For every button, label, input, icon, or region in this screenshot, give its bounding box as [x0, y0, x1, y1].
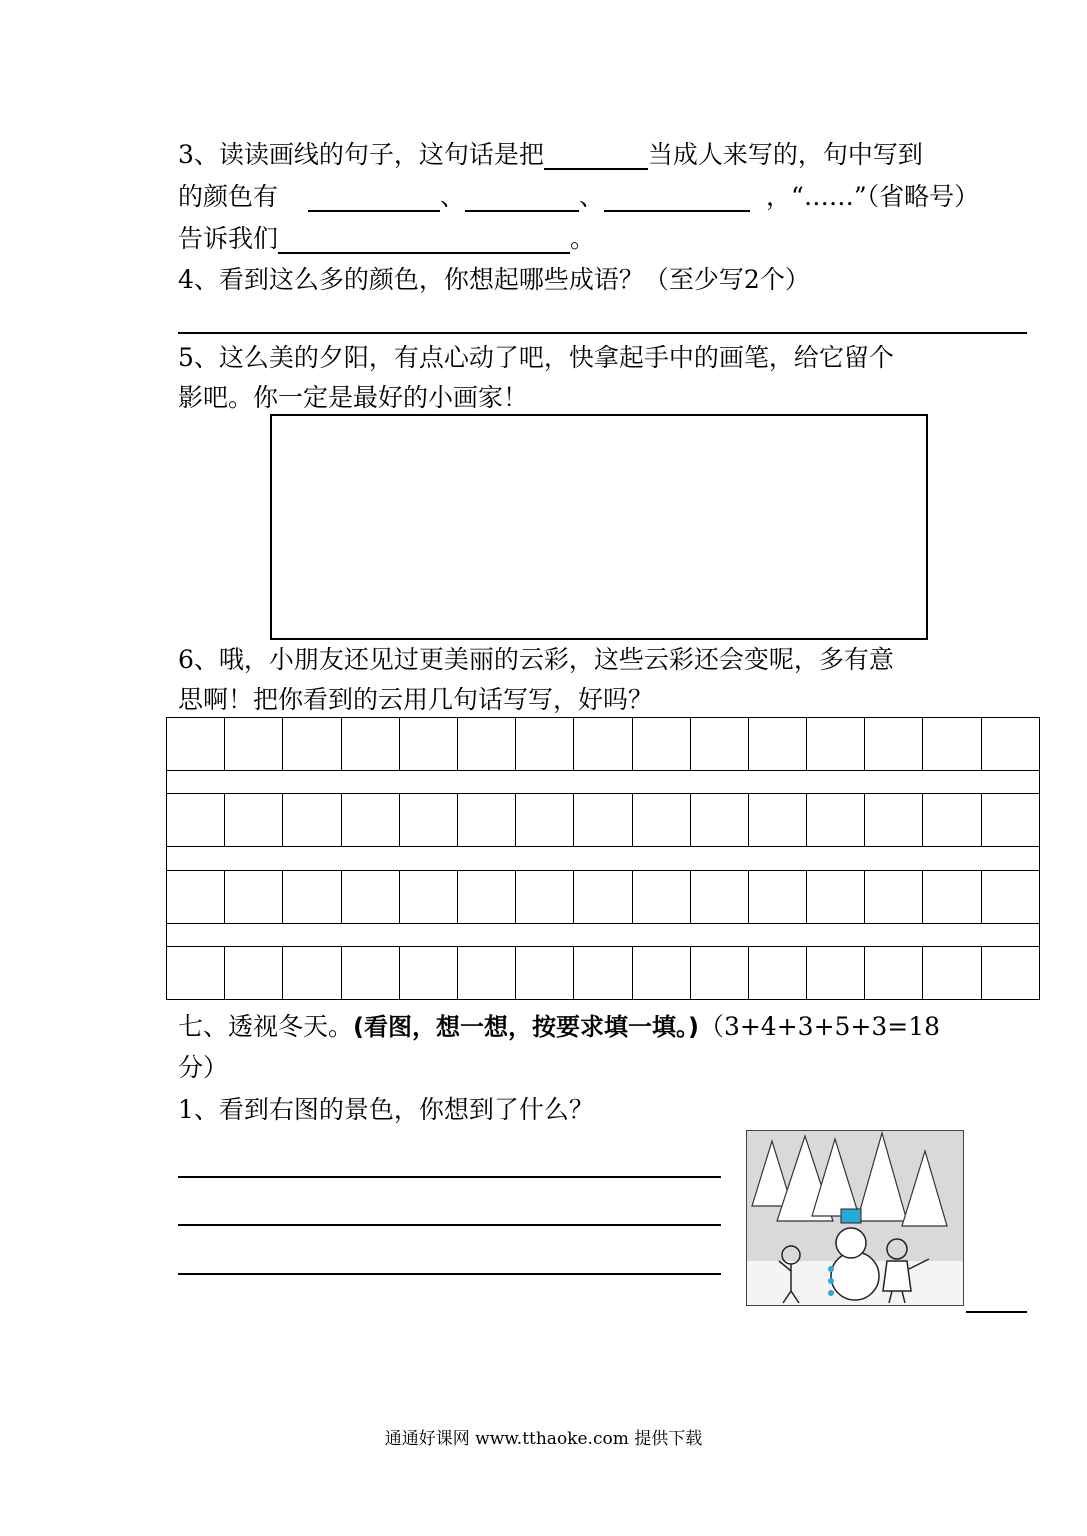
- grid-cell[interactable]: [574, 870, 632, 923]
- grid-cell[interactable]: [341, 870, 399, 923]
- grid-cell[interactable]: [167, 794, 225, 847]
- q3-line-2: [178, 182, 979, 212]
- grid-cell[interactable]: [748, 794, 806, 847]
- grid-row: [167, 718, 1040, 771]
- grid-row: [167, 794, 1040, 847]
- q5-text-2: 影吧。你一定是最好的小画家！: [178, 383, 529, 412]
- grid-cell[interactable]: [690, 870, 748, 923]
- q3-blank-color-2[interactable]: [465, 184, 579, 212]
- grid-cell[interactable]: [690, 947, 748, 1000]
- grid-cell[interactable]: [632, 870, 690, 923]
- grid-cell[interactable]: [516, 947, 574, 1000]
- q3-blank-color-3[interactable]: [604, 184, 750, 212]
- q6-line-2: [178, 685, 653, 715]
- grid-cell[interactable]: [457, 794, 515, 847]
- drawing-box[interactable]: [270, 414, 928, 640]
- grid-cell[interactable]: [516, 718, 574, 771]
- grid-row: [167, 947, 1040, 1000]
- grid-cell[interactable]: [865, 947, 923, 1000]
- q4-line: [178, 265, 810, 295]
- grid-cell[interactable]: [225, 947, 283, 1000]
- grid-cell[interactable]: [690, 718, 748, 771]
- section7-title-d: 分）: [178, 1053, 229, 1082]
- grid-cell[interactable]: [399, 794, 457, 847]
- grid-spacer: [167, 923, 1040, 946]
- q3-line-3: [178, 224, 595, 254]
- grid-spacer: [167, 770, 1040, 793]
- grid-cell[interactable]: [574, 718, 632, 771]
- grid-cell[interactable]: [807, 718, 865, 771]
- grid-cell[interactable]: [807, 947, 865, 1000]
- q6-text-2: 思啊！把你看到的云用几句话写写，好吗？: [178, 685, 654, 714]
- grid-cell[interactable]: [225, 718, 283, 771]
- grid-cell[interactable]: [283, 718, 341, 771]
- grid-cell[interactable]: [399, 947, 457, 1000]
- grid-cell[interactable]: [457, 718, 515, 771]
- q3-blank-ellipsis-meaning[interactable]: [278, 226, 570, 254]
- grid-cell[interactable]: [981, 794, 1039, 847]
- grid-cell[interactable]: [748, 718, 806, 771]
- section7-title-b: (看图，想一想，按要求填一填。): [353, 1013, 699, 1041]
- grid-cell[interactable]: [748, 947, 806, 1000]
- grid-cell[interactable]: [341, 947, 399, 1000]
- q6-text-1: 6、哦，小朋友还见过更美丽的云彩，这些云彩还会变呢，多有意: [178, 645, 894, 674]
- footer-credit: [0, 1424, 1087, 1449]
- grid-cell[interactable]: [865, 870, 923, 923]
- q3-text-1a: 3、读读画线的句子，这句话是把: [178, 140, 544, 169]
- q3-blank-personified[interactable]: [544, 142, 648, 170]
- grid-cell[interactable]: [981, 870, 1039, 923]
- grid-cell[interactable]: [632, 794, 690, 847]
- grid-cell[interactable]: [399, 870, 457, 923]
- grid-cell[interactable]: [981, 718, 1039, 771]
- grid-cell[interactable]: [225, 870, 283, 923]
- grid-cell[interactable]: [690, 794, 748, 847]
- grid-cell[interactable]: [865, 718, 923, 771]
- grid-cell[interactable]: [574, 947, 632, 1000]
- grid-cell[interactable]: [341, 794, 399, 847]
- q4-answer-line[interactable]: [178, 332, 1027, 334]
- grid-cell[interactable]: [167, 870, 225, 923]
- section7-title-a: 七、透视冬天。: [178, 1012, 354, 1041]
- section7-q1-text: 1、看到右图的景色，你想到了什么？: [178, 1095, 594, 1124]
- grid-cell[interactable]: [923, 718, 981, 771]
- q5-text-1: 5、这么美的夕阳，有点心动了吧，快拿起手中的画笔，给它留个: [178, 343, 894, 372]
- q5-line-2: [178, 383, 528, 413]
- writing-grid[interactable]: [166, 717, 1040, 1000]
- q5-line-1: [178, 343, 894, 373]
- grid-cell[interactable]: [516, 794, 574, 847]
- grid-cell[interactable]: [167, 718, 225, 771]
- grid-cell[interactable]: [807, 870, 865, 923]
- grid-cell[interactable]: [283, 794, 341, 847]
- q4-text: 4、看到这么多的颜色，你想起哪些成语？（至少写2个）: [178, 265, 810, 294]
- grid-cell[interactable]: [516, 870, 574, 923]
- section7-title-wrap: [178, 1053, 228, 1083]
- grid-cell[interactable]: [923, 794, 981, 847]
- grid-cell[interactable]: [923, 870, 981, 923]
- grid-cell[interactable]: [283, 870, 341, 923]
- grid-cell[interactable]: [341, 718, 399, 771]
- picture-answer-line[interactable]: [966, 1311, 1027, 1313]
- grid-cell[interactable]: [457, 870, 515, 923]
- grid-cell[interactable]: [283, 947, 341, 1000]
- grid-row: [167, 870, 1040, 923]
- grid-cell[interactable]: [574, 794, 632, 847]
- q1-answer-line-1[interactable]: [178, 1176, 721, 1178]
- footer-text: 通通好课网 www.tthaoke.com 提供下载: [384, 1429, 703, 1449]
- q1-answer-line-3[interactable]: [178, 1273, 721, 1275]
- winter-snowman-illustration: [746, 1130, 964, 1306]
- section7-q1: [178, 1095, 594, 1125]
- grid-cell[interactable]: [457, 947, 515, 1000]
- q3-text-1b: 当成人来写的，句中写到: [647, 140, 923, 169]
- grid-spacer-row: [167, 923, 1040, 946]
- q3-text-3a: 告诉我们: [178, 224, 279, 253]
- grid-cell[interactable]: [225, 794, 283, 847]
- grid-cell[interactable]: [399, 718, 457, 771]
- grid-cell[interactable]: [632, 718, 690, 771]
- q3-text-2b: ，“……”（省略号）: [766, 182, 980, 211]
- grid-cell[interactable]: [981, 947, 1039, 1000]
- section7-title-c: （3+4+3+5+3=18: [698, 1012, 941, 1041]
- grid-spacer: [167, 847, 1040, 870]
- q3-text-3b: 。: [570, 224, 596, 253]
- grid-cell[interactable]: [748, 870, 806, 923]
- q3-line-1: [178, 140, 923, 170]
- q1-answer-line-2[interactable]: [178, 1224, 721, 1226]
- q3-sep-2: 、: [579, 182, 605, 211]
- grid-cell[interactable]: [807, 794, 865, 847]
- q3-blank-color-1[interactable]: [308, 184, 440, 212]
- section7-title: [178, 1012, 940, 1042]
- grid-cell[interactable]: [632, 947, 690, 1000]
- grid-cell[interactable]: [167, 947, 225, 1000]
- grid-spacer-row: [167, 770, 1040, 793]
- q6-line-1: [178, 645, 894, 675]
- grid-spacer-row: [167, 847, 1040, 870]
- grid-cell[interactable]: [923, 947, 981, 1000]
- q3-text-2a: 的颜色有: [178, 182, 279, 211]
- grid-cell[interactable]: [865, 794, 923, 847]
- q3-sep-1: 、: [440, 182, 466, 211]
